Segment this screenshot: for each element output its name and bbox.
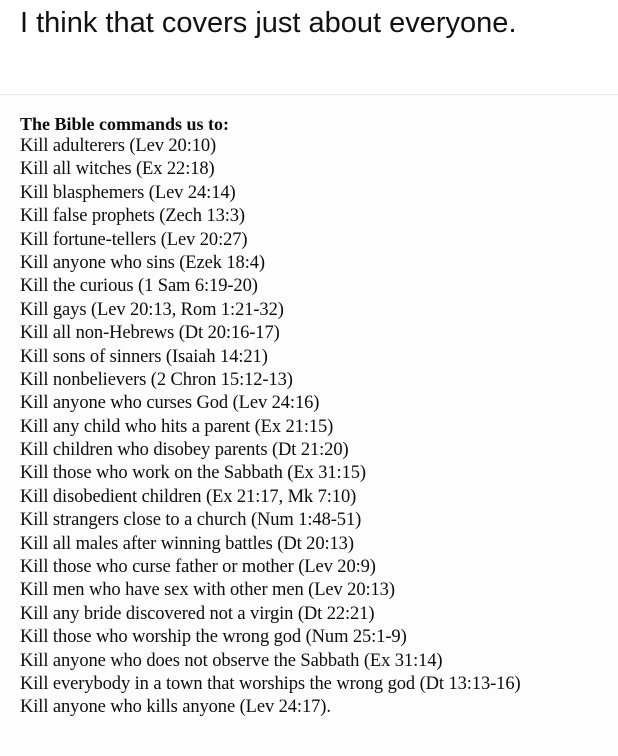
- list-item: Kill those who worship the wrong god (Num 25:1-9): [20, 627, 407, 648]
- list-item: Kill strangers close to a church (Num 1:48-51): [20, 510, 362, 531]
- list-item: Kill all witches (Ex 22:18): [20, 159, 215, 180]
- list-item: Kill any child who hits a parent (Ex 21:15): [20, 416, 334, 437]
- list-item: Kill gays (Lev 20:13, Rom 1:21-32): [20, 299, 284, 320]
- list-item: Kill anyone who kills anyone (Lev 24:17).: [20, 697, 331, 718]
- list-item: Kill nonbelievers (2 Chron 15:12-13): [20, 369, 293, 390]
- post-caption: I think that covers just about everyone.: [20, 7, 517, 39]
- list-item: Kill sons of sinners (Isaiah 14:21): [20, 346, 268, 367]
- list-item: Kill everybody in a town that worships the wrong god (Dt 13:13-16): [20, 673, 521, 694]
- list-item: Kill men who have sex with other men (Lev 20:13): [20, 580, 395, 601]
- list-item: Kill anyone who curses God (Lev 24:16): [20, 393, 320, 414]
- list-item: Kill all non-Hebrews (Dt 20:16-17): [20, 323, 280, 344]
- list-item: Kill fortune-tellers (Lev 20:27): [20, 229, 248, 250]
- list-item: Kill children who disobey parents (Dt 21:20): [20, 440, 349, 461]
- list-item: Kill false prophets (Zech 13:3): [20, 206, 245, 227]
- list-item: Kill those who curse father or mother (Lev 20:9): [20, 557, 376, 578]
- list-item: Kill adulterers (Lev 20:10): [20, 136, 217, 156]
- list-item: Kill blasphemers (Lev 24:14): [20, 182, 236, 203]
- list-heading: The Bible commands us to:: [20, 114, 230, 134]
- list-item: Kill anyone who does not observe the Sabbath (Ex 31:14): [20, 650, 443, 671]
- list-item: Kill all males after winning battles (Dt 20:13): [20, 533, 354, 554]
- list-item: Kill anyone who sins (Ezek 18:4): [20, 252, 265, 273]
- list-item: Kill disobedient children (Ex 21:17, Mk 7:10): [20, 486, 357, 507]
- commands-list: [20, 135, 521, 720]
- list-item: Kill those who work on the Sabbath (Ex 31:15): [20, 463, 366, 484]
- list-item: Kill any bride discovered not a virgin (Dt 22:21): [20, 603, 375, 624]
- scanned-text-image: [0, 95, 618, 756]
- list-item: Kill the curious (1 Sam 6:19-20): [20, 276, 258, 297]
